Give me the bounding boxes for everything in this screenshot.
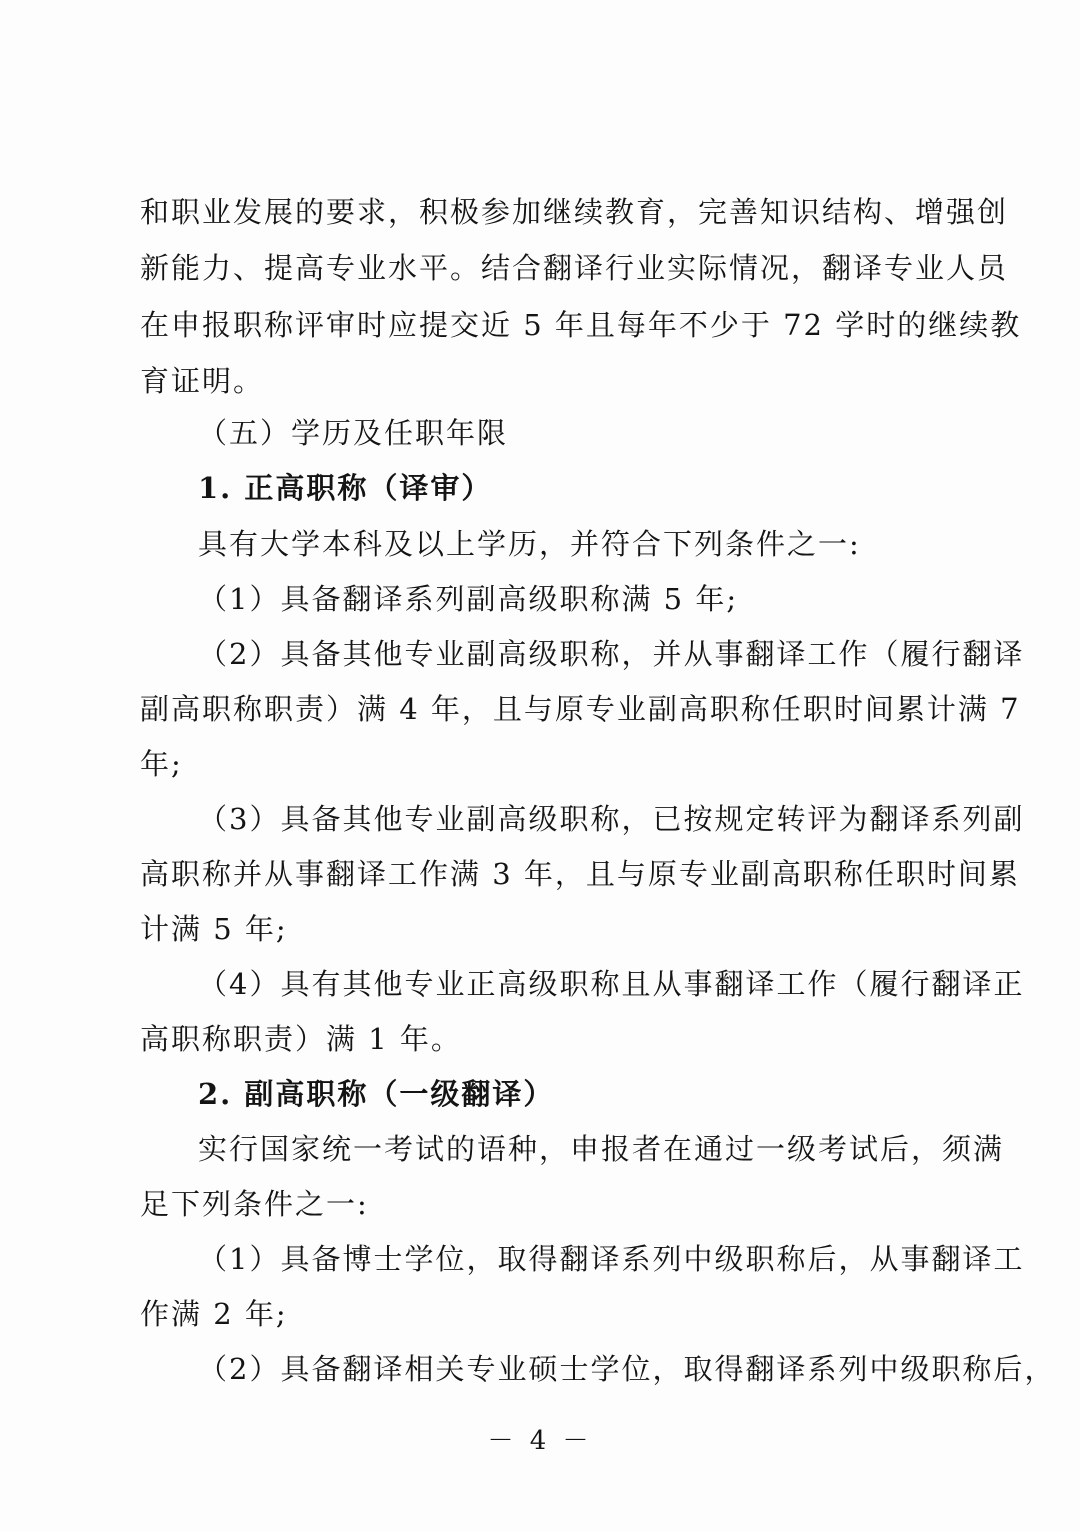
paragraph-line: 和职业发展的要求，积极参加继续教育，完善知识结构、增强创 <box>140 195 1009 229</box>
paragraph-line: 在申报职称评审时应提交近 5 年且每年不少于 72 学时的继续教 <box>140 308 1022 342</box>
paragraph-line: 作满 2 年; <box>140 1297 288 1331</box>
list-item: （3）具备其他专业副高级职称，已按规定转评为翻译系列副 <box>198 802 1025 836</box>
list-item: （2）具备其他专业副高级职称，并从事翻译工作（履行翻译 <box>198 637 1025 671</box>
paragraph-line: 年; <box>140 747 183 781</box>
list-item: （1）具备博士学位，取得翻译系列中级职称后，从事翻译工 <box>198 1242 1025 1276</box>
paragraph-line: 副高职称职责）满 4 年，且与原专业副高职称任职时间累计满 7 <box>140 692 1021 726</box>
list-item: （4）具有其他专业正高级职称且从事翻译工作（履行翻译正 <box>198 967 1025 1001</box>
paragraph-line: 新能力、提高专业水平。结合翻译行业实际情况，翻译专业人员 <box>140 251 1009 285</box>
paragraph-line: 具有大学本科及以上学历，并符合下列条件之一: <box>198 527 861 561</box>
list-item: （2）具备翻译相关专业硕士学位，取得翻译系列中级职称后， <box>198 1352 1056 1386</box>
paragraph-line: 足下列条件之一: <box>140 1187 369 1221</box>
paragraph-line: 育证明。 <box>140 364 265 398</box>
subsection-heading: 2. 副高职称（一级翻译） <box>198 1077 555 1111</box>
paragraph-line: 实行国家统一考试的语种，申报者在通过一级考试后，须满 <box>198 1132 1005 1166</box>
page-number: － 4 － <box>487 1426 593 1456</box>
paragraph-line: 高职称职责）满 1 年。 <box>140 1022 462 1056</box>
paragraph-line: 计满 5 年; <box>140 912 288 946</box>
paragraph-line: 高职称并从事翻译工作满 3 年，且与原专业副高职称任职时间累 <box>140 857 1020 891</box>
section-heading: （五）学历及任职年限 <box>198 416 509 450</box>
subsection-heading: 1. 正高职称（译审） <box>198 471 493 505</box>
list-item: （1）具备翻译系列副高级职称满 5 年; <box>198 582 739 616</box>
